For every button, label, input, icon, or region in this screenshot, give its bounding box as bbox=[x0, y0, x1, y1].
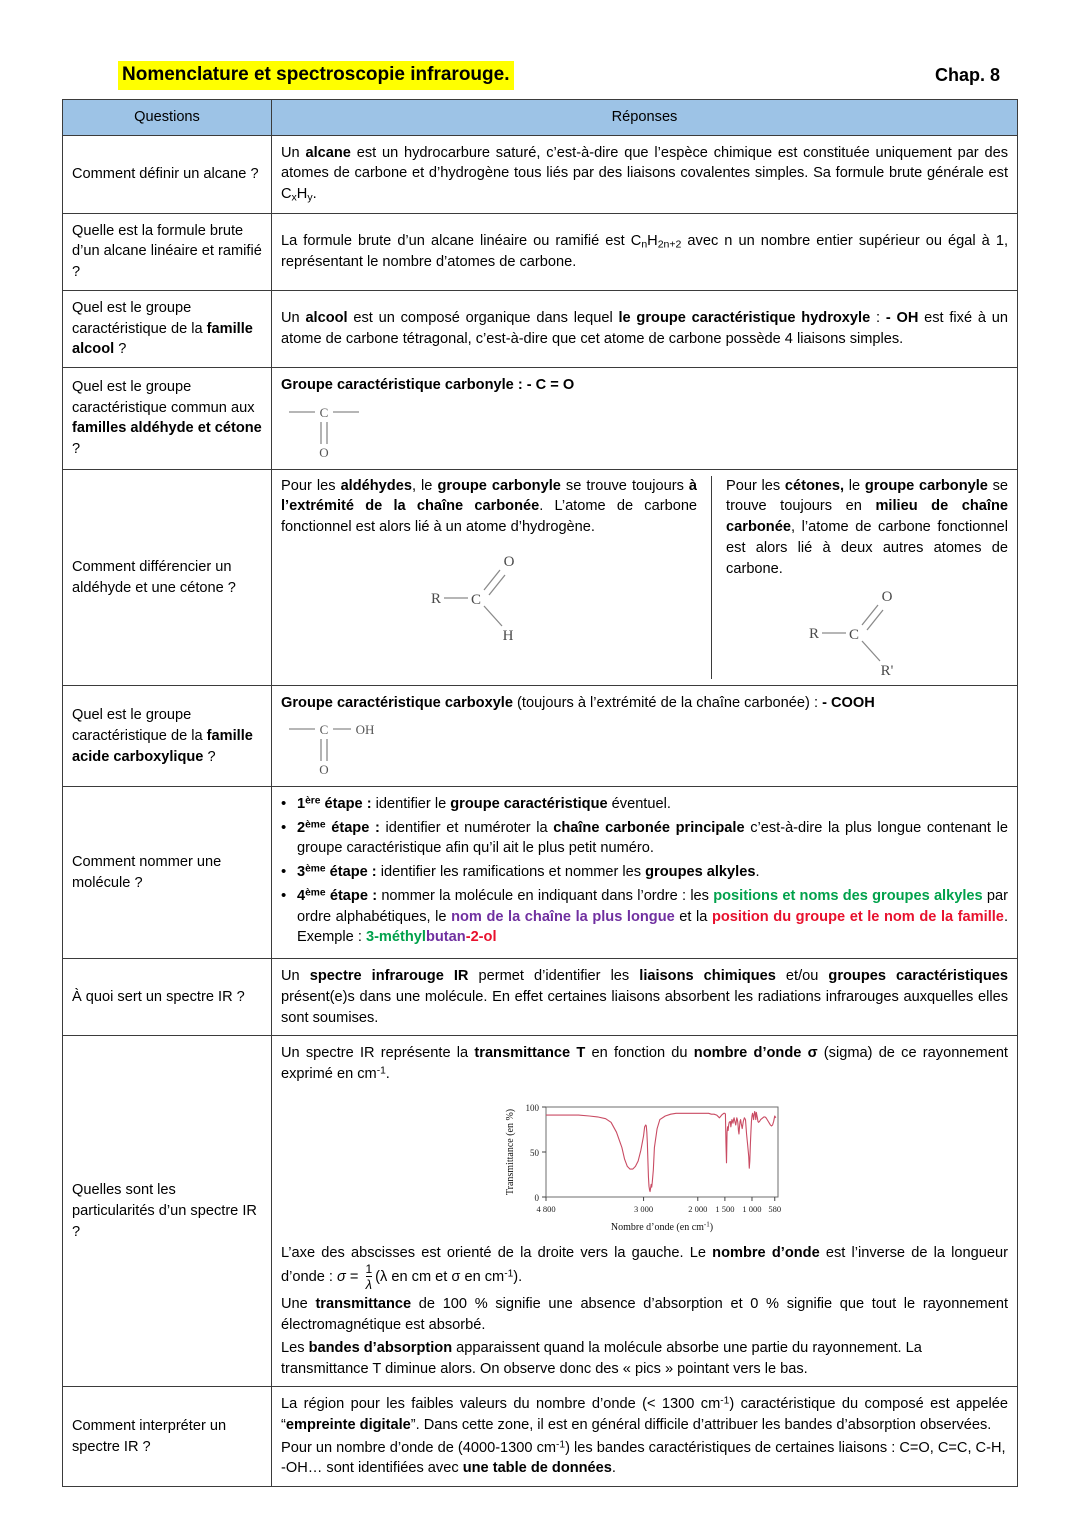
table-row bbox=[63, 213, 1018, 290]
answer-cell bbox=[272, 1387, 1018, 1487]
column-header-questions: Questions bbox=[63, 100, 272, 136]
question-cell: Quelle est la formule brute d’un alcane linéaire et ramifié ? bbox=[63, 213, 272, 290]
aldehyde-molecule-diagram bbox=[414, 546, 564, 646]
text: Un bbox=[281, 310, 306, 327]
step-number: 2ème bbox=[297, 819, 326, 836]
term-hydroxyle: le groupe caractéristique hydroxyle bbox=[618, 310, 871, 327]
atom-label-r: R bbox=[809, 626, 820, 643]
step-ordinal-suffix: ère bbox=[305, 795, 321, 807]
term-bandes-absorption: bandes d’absorption bbox=[308, 1339, 453, 1356]
text: ? bbox=[72, 441, 81, 458]
term-table-de-donnees: une table de données bbox=[462, 1460, 612, 1477]
term-groupe-carbonyle: groupe carbonyle bbox=[864, 477, 988, 494]
step-word: étape : bbox=[325, 887, 382, 904]
text: (sigma) de ce rayonnement exprimé en cm bbox=[281, 1045, 1008, 1082]
colored-text-green: 3-méthyl bbox=[365, 929, 426, 946]
text: La région pour les faibles valeurs du nombre d’onde (< 1300 cm bbox=[281, 1396, 721, 1413]
text: permet d’identifier les bbox=[468, 968, 640, 985]
text: se trouve toujours bbox=[560, 477, 689, 494]
text: Quel est le groupe caractéristique commun aux bbox=[72, 378, 255, 416]
question-cell: Comment nommer une molécule ? bbox=[63, 787, 272, 959]
naming-steps-list bbox=[281, 794, 1008, 948]
naming-step bbox=[281, 862, 1008, 883]
text: le bbox=[844, 477, 865, 494]
atom-label-oh: OH bbox=[355, 722, 375, 738]
question-cell bbox=[63, 686, 272, 787]
sub-x: x bbox=[291, 191, 297, 204]
table-row bbox=[63, 290, 1018, 367]
text: groupe caractéristique bbox=[450, 796, 608, 813]
column-header-reponses: Réponses bbox=[272, 100, 1018, 136]
text: Un bbox=[281, 144, 306, 161]
text: Quel est le groupe caractéristique de la bbox=[72, 707, 207, 744]
text: identifier le bbox=[375, 796, 451, 813]
question-cell bbox=[63, 290, 272, 367]
term-transmittance: transmittance T bbox=[474, 1045, 586, 1062]
text: , le bbox=[411, 477, 438, 494]
answer-cell bbox=[272, 213, 1018, 290]
table-row bbox=[63, 686, 1018, 787]
text: chaîne carbonée principale bbox=[553, 819, 745, 836]
carbonyl-group-title: Groupe caractéristique carbonyle : - C = O bbox=[281, 377, 575, 394]
text: et la bbox=[674, 908, 712, 925]
step-ordinal-suffix: ème bbox=[305, 863, 326, 875]
atom-label-c: C bbox=[471, 591, 482, 608]
atom-label-h: H bbox=[502, 627, 514, 644]
cetone-molecule-diagram bbox=[792, 583, 942, 679]
x-axis-tick-label: 1 500 bbox=[714, 1203, 734, 1214]
table-row bbox=[63, 1387, 1018, 1487]
term-famille-alcool: famille alcool bbox=[72, 320, 253, 358]
text: apparaissent quand la molécule absorbe une partie du rayonnement. La transmittance T diminue alors. On observe donc des « pics » pointant vers le bas. bbox=[281, 1339, 922, 1377]
text: . bbox=[312, 186, 317, 203]
question-cell: Comment différencier un aldéhyde et une cétone ? bbox=[63, 469, 272, 686]
term-milieu-chaine: milieu de chaîne carbonée bbox=[726, 498, 1008, 536]
colored-text-red: -2-ol bbox=[465, 929, 497, 946]
colored-text-red: position du groupe et le nom de la famille bbox=[711, 908, 1004, 925]
formula-sigma: σ bbox=[337, 1269, 346, 1286]
question-cell bbox=[63, 368, 272, 470]
text: ) les bandes caractéristiques de certaines liaisons : C=O, C=C, C-H, -OH… sont identifiées avec bbox=[281, 1439, 1006, 1477]
answer-cell bbox=[272, 368, 1018, 470]
table-header-row bbox=[63, 100, 1018, 136]
x-axis-label: Nombre d’onde (en $cm^{-1}$) bbox=[610, 1220, 713, 1233]
term-spectre-ir: spectre infrarouge IR bbox=[309, 968, 469, 985]
text: . bbox=[611, 1460, 616, 1477]
carbonyl-molecule-diagram bbox=[281, 400, 391, 462]
step-number: 4ème bbox=[297, 887, 326, 904]
answer-cell bbox=[272, 959, 1018, 1036]
atom-label-rprime: R' bbox=[880, 663, 894, 680]
atom-label-o: O bbox=[319, 444, 329, 460]
text: ). bbox=[513, 1269, 523, 1286]
ir-spectrum-figure bbox=[281, 1093, 1008, 1233]
text: . bbox=[755, 864, 760, 881]
term-extremite: à l’extrémité de la chaîne carbonée bbox=[281, 477, 698, 515]
text: H bbox=[647, 232, 658, 249]
term-alcool: alcool bbox=[305, 310, 348, 327]
naming-step bbox=[281, 794, 1008, 815]
qa-table bbox=[62, 99, 1018, 1487]
term-groupes-caracteristiques: groupes caractéristiques bbox=[828, 968, 1008, 985]
text: La formule brute d’un alcane linéaire ou ramifié est C bbox=[281, 232, 642, 249]
text: , l’atome de carbone fonctionnel est alors lié à deux autres atomes de carbone. bbox=[726, 519, 1008, 577]
atom-label-c: C bbox=[319, 722, 329, 738]
chapter-label: Chap. 8 bbox=[934, 64, 1000, 85]
text: Un spectre IR représente la bbox=[281, 1045, 475, 1062]
text: ) caractéristique du composé est appelée “ bbox=[281, 1396, 1008, 1433]
x-axis-tick-label: 3 000 bbox=[633, 1203, 653, 1214]
text: par ordre alphabétiques, le bbox=[297, 887, 1008, 925]
table-row bbox=[63, 135, 1018, 213]
step-word: étape : bbox=[325, 819, 386, 836]
sup-exp: -1 bbox=[376, 1065, 386, 1077]
y-axis-label: Transmittance (en %) bbox=[504, 1108, 516, 1195]
y-axis-tick-label: 0 bbox=[534, 1192, 539, 1203]
text: Un bbox=[281, 968, 310, 985]
sup-exp: -1 bbox=[504, 1268, 514, 1280]
colored-text-purple: butan bbox=[425, 929, 466, 946]
text: Quel est le groupe caractéristique de la bbox=[72, 299, 207, 337]
text: ? bbox=[114, 341, 127, 358]
table-row bbox=[63, 959, 1018, 1036]
atom-label-c: C bbox=[319, 404, 329, 420]
formula-equals: = bbox=[349, 1269, 359, 1286]
colored-text-purple: nom de la chaîne la plus longue bbox=[451, 908, 675, 925]
step-word: étape : bbox=[320, 796, 376, 813]
fraction-denominator: λ bbox=[365, 1277, 373, 1293]
x-axis-tick-label: 4 800 bbox=[535, 1203, 556, 1214]
formula-cooh: - COOH bbox=[822, 695, 875, 712]
table-row bbox=[63, 368, 1018, 470]
naming-step bbox=[281, 818, 1008, 859]
answer-cell bbox=[272, 1036, 1018, 1387]
answer-cell bbox=[272, 787, 1018, 959]
text: est un hydrocarbure saturé, c’est-à-dire que l’espèce chimique est constituée uniquement par des atomes de carbone et d’hydrogène tous liés par des liaisons covalentes simples. Sa formule brute générale est C bbox=[281, 144, 1008, 203]
y-axis-tick-label: 100 bbox=[525, 1102, 539, 1113]
x-axis-tick-label: 2 000 bbox=[687, 1203, 707, 1214]
answer-cell bbox=[272, 290, 1018, 367]
text: identifier et numéroter la bbox=[385, 819, 554, 836]
term-famille-acide-carboxylique: famille acide carboxylique bbox=[72, 727, 253, 765]
text: se trouve toujours en bbox=[726, 477, 1008, 515]
text: . bbox=[385, 1065, 390, 1082]
text: est un composé organique dans lequel bbox=[347, 310, 619, 327]
text: Pour les bbox=[726, 477, 785, 494]
carboxyl-molecule-diagram bbox=[281, 717, 401, 779]
text: ? bbox=[203, 748, 216, 765]
sub-y: y bbox=[307, 191, 313, 204]
question-cell: Quelles sont les particularités d’un spectre IR ? bbox=[63, 1036, 272, 1387]
sup-exp: -1 bbox=[556, 1439, 566, 1451]
term-alcane: alcane bbox=[305, 144, 351, 161]
text: groupes alkyles bbox=[645, 864, 756, 881]
text: en fonction du bbox=[585, 1045, 694, 1062]
sub-n: n bbox=[641, 238, 648, 251]
text: de 100 % signifie une absence d’absorption et 0 % signifie que tout le rayonnement électromagnétique est absorbé. bbox=[281, 1296, 1008, 1334]
term-nombre-donde: nombre d’onde σ bbox=[693, 1045, 818, 1062]
text: nommer la molécule en indiquant dans l’ordre : les bbox=[381, 887, 714, 904]
text: : bbox=[870, 310, 886, 327]
question-cell: Comment définir un alcane ? bbox=[63, 135, 272, 213]
fraction-numerator: 1 bbox=[365, 1262, 373, 1277]
y-axis-tick-label: 50 bbox=[529, 1147, 539, 1158]
text: présent(e)s dans une molécule. En effet certaines liaisons absorbent les radiations infrarouges auxquelles elles sont soumises. bbox=[281, 988, 1008, 1026]
text: est fixé à un atome de carbone tétragonal, c’est-à-dire que cet atome de carbone possède 4 liaisons simples. bbox=[281, 310, 1008, 347]
text: ”. Dans cette zone, il est en général difficile d’attribuer les bandes d’absorption observées. bbox=[410, 1416, 992, 1433]
aldehyde-cetone-split bbox=[272, 476, 1017, 680]
colored-text-green: positions et noms des groupes alkyles bbox=[713, 887, 983, 904]
sup-exp: -1 bbox=[720, 1395, 730, 1407]
term-aldehydes: aldéhydes bbox=[340, 477, 412, 494]
text: . Exemple : bbox=[297, 908, 1008, 946]
step-number: 1ère bbox=[297, 795, 321, 813]
term-nombre-donde: nombre d’onde bbox=[712, 1244, 820, 1261]
aldehyde-panel bbox=[272, 476, 712, 680]
text: H bbox=[296, 186, 308, 203]
sigma-formula bbox=[337, 1263, 375, 1291]
atom-label-r: R bbox=[431, 590, 442, 607]
step-word: étape : bbox=[325, 864, 381, 881]
text: c’est-à-dire la plus longue contenant le groupe caractéristique afin qu’il ait le plus petit numéro. bbox=[297, 819, 1008, 857]
atom-label-o: O bbox=[319, 762, 329, 778]
cetone-panel bbox=[712, 476, 1017, 680]
text: L’axe des abscisses est orienté de la droite vers la gauche. Le bbox=[281, 1244, 713, 1261]
text: (λ en cm et σ en cm bbox=[375, 1269, 505, 1286]
carboxyl-group-title: Groupe caractéristique carboxyle bbox=[281, 695, 513, 712]
table-row bbox=[63, 787, 1018, 959]
fraction bbox=[365, 1263, 372, 1291]
text: identifier les ramifications et nommer les bbox=[380, 864, 646, 881]
text: Une bbox=[281, 1296, 316, 1313]
text: (toujours à l’extrémité de la chaîne carbonée) : bbox=[512, 695, 823, 712]
naming-step bbox=[281, 886, 1008, 948]
step-ordinal-suffix: ème bbox=[305, 887, 326, 899]
term-familles-aldehyde-cetone: familles aldéhyde et cétone bbox=[72, 420, 262, 437]
text: . L’atome de carbone fonctionnel est alors lié à un atome d’hydrogène. bbox=[281, 498, 698, 536]
formula-oh: - OH bbox=[885, 310, 919, 327]
table-row bbox=[63, 469, 1018, 686]
page-title: Nomenclature et spectroscopie infrarouge. bbox=[118, 61, 514, 90]
term-liaisons-chimiques: liaisons chimiques bbox=[639, 968, 776, 985]
question-cell: Comment interpréter un spectre IR ? bbox=[63, 1387, 272, 1487]
answer-cell bbox=[272, 469, 1018, 686]
x-axis-tick-label: 580 bbox=[767, 1203, 781, 1214]
term-transmittance: transmittance bbox=[315, 1296, 412, 1313]
text: est l’inverse de la longueur d’onde : bbox=[281, 1244, 1008, 1286]
text: Pour les bbox=[281, 477, 341, 494]
step-number: 3ème bbox=[297, 863, 326, 881]
text: Les bbox=[281, 1339, 309, 1356]
text: éventuel. bbox=[607, 796, 671, 813]
text: et/ou bbox=[775, 968, 829, 985]
text: avec n un nombre entier supérieur ou égal à 1, représentant le nombre d’atomes de carbone. bbox=[281, 232, 1008, 271]
answer-cell bbox=[272, 135, 1018, 213]
sub-2n2: 2n+2 bbox=[657, 238, 682, 251]
term-cetones: cétones, bbox=[784, 477, 845, 494]
table-row bbox=[63, 1036, 1018, 1387]
step-ordinal-suffix: ème bbox=[305, 819, 326, 831]
atom-label-c: C bbox=[849, 627, 860, 644]
term-empreinte-digitale: empreinte digitale bbox=[285, 1416, 411, 1433]
atom-label-o: O bbox=[881, 589, 893, 606]
answer-cell bbox=[272, 686, 1018, 787]
text: Pour un nombre d’onde de (4000-1300 cm bbox=[281, 1439, 557, 1456]
question-cell: À quoi sert un spectre IR ? bbox=[63, 959, 272, 1036]
term-groupe-carbonyle: groupe carbonyle bbox=[437, 477, 561, 494]
page-header bbox=[62, 58, 1018, 92]
x-axis-tick-label: 1 000 bbox=[741, 1203, 762, 1214]
ir-spectrum-chart bbox=[500, 1093, 790, 1233]
atom-label-o: O bbox=[503, 553, 515, 570]
